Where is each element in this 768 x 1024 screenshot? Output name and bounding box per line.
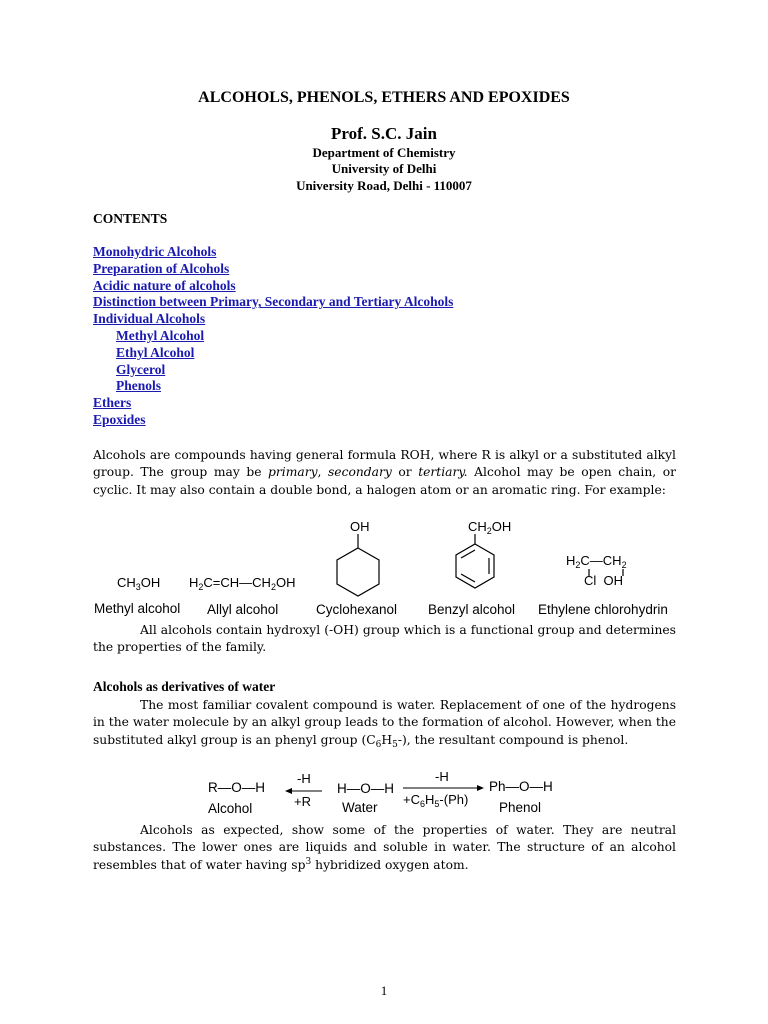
university: University of Delhi: [331, 161, 437, 176]
benzyl-alcohol-name: Benzyl alcohol: [428, 602, 516, 617]
phoh-formula: Ph—O—H: [489, 779, 553, 794]
allyl-alcohol-name: Allyl alcohol: [207, 602, 279, 617]
document-title: ALCOHOLS, PHENOLS, ETHERS AND EPOXIDES: [198, 89, 570, 106]
toc-link-acidic-nature[interactable]: Acidic nature of alcohols: [93, 277, 236, 293]
water-label: Water: [342, 800, 378, 815]
toc-link-methyl-alcohol[interactable]: Methyl Alcohol: [116, 327, 205, 343]
alcohol-label: Alcohol: [208, 801, 253, 816]
separator: or: [391, 465, 419, 480]
section-heading: Alcohols as derivatives of water: [93, 679, 276, 694]
arrow1-top-label: -H: [297, 771, 311, 786]
toc-link-ethers[interactable]: Ethers: [93, 395, 132, 411]
ethylene-chlorohydrin-substituents: Cl OH: [584, 573, 623, 588]
term-tertiary: tertiary.: [418, 465, 468, 480]
ethylene-chlorohydrin-name: Ethylene chlorohydrin: [538, 602, 668, 617]
toc-link-phenols[interactable]: Phenols: [116, 378, 162, 394]
intro-text: Alcohols are compounds having general formula ROH, where R is alkyl or a substituted alkyl group. The group may be: [93, 448, 676, 480]
toc-link-distinction[interactable]: Distinction between Primary, Secondary and Tertiary Alcohols: [93, 294, 454, 310]
cyclohexanol-name: Cyclohexanol: [316, 602, 398, 617]
term-primary: primary: [268, 465, 318, 480]
right-arrow: [403, 784, 485, 792]
arrow2-bottom-label: $+C_6H_5-(Ph)$: [403, 792, 469, 809]
address: University Road, Delhi - 110007: [296, 178, 472, 193]
toc-link-ethyl-alcohol[interactable]: Ethyl Alcohol: [116, 344, 195, 360]
ethylene-chlorohydrin-top: $H_2C—CH_2$: [566, 553, 627, 570]
author-name: Prof. S.C. Jain: [331, 124, 437, 143]
separator: ,: [317, 465, 328, 480]
roh-formula: R—O—H: [208, 780, 265, 795]
term-secondary: secondary: [327, 465, 392, 480]
toc-link-preparation-of-alcohols[interactable]: Preparation of Alcohols: [93, 260, 230, 276]
water-derivative-paragraph: The most familiar covalent compound is water. Replacement of one of the hydrogens in the water molecule by an alkyl group leads to the formation of alcohol. However, when the substituted alkyl group is an phenyl group $(C_6H_5-)$, the resultant compound is phenol.: [93, 698, 676, 750]
intro-paragraph: [93, 447, 676, 499]
phenol-label: Phenol: [499, 800, 542, 815]
toc-link-individual-alcohols[interactable]: Individual Alcohols: [93, 311, 206, 327]
cyclohexane-ring: [330, 534, 386, 604]
cyclohexanol-oh-label: OH: [350, 519, 370, 534]
benzene-ring: [452, 534, 498, 594]
page-number: 1: [380, 983, 388, 998]
toc-link-glycerol[interactable]: Glycerol: [116, 361, 166, 377]
arrow2-top-label: -H: [435, 769, 449, 784]
methyl-formula: $CH_3OH$: [117, 575, 161, 592]
methyl-alcohol-name: Methyl alcohol: [94, 601, 181, 616]
table-of-contents: [93, 244, 453, 429]
contents-heading: CONTENTS: [93, 211, 168, 226]
allyl-formula: $H_2C=CH—CH_2OH$: [189, 575, 296, 592]
toc-link-epoxides[interactable]: Epoxides: [93, 411, 146, 427]
water-properties-paragraph: Alcohols as expected, show some of the properties of water. They are neutral substances. The lower ones are liquids and soluble in water. The structure of an alcohol resembles that of water having $sp^3$ hybridized oxygen atom.: [93, 823, 676, 872]
toc-link-monohydric-alcohols[interactable]: Monohydric Alcohols: [93, 244, 217, 259]
hoh-formula: H—O—H: [337, 781, 394, 796]
intro-text: Alcohol may be open chain, or cyclic. It may also contain a double bond, a halogen atom or an aromatic ring. For example:: [93, 465, 676, 497]
arrow1-bottom-label: +R: [294, 794, 311, 809]
department: Department of Chemistry: [312, 145, 456, 160]
hydroxyl-paragraph: All alcohols contain hydroxyl (-OH) group which is a functional group and determines the properties of the family.: [93, 623, 676, 655]
benzyl-ch2oh-label: $CH_2OH$: [468, 519, 512, 536]
